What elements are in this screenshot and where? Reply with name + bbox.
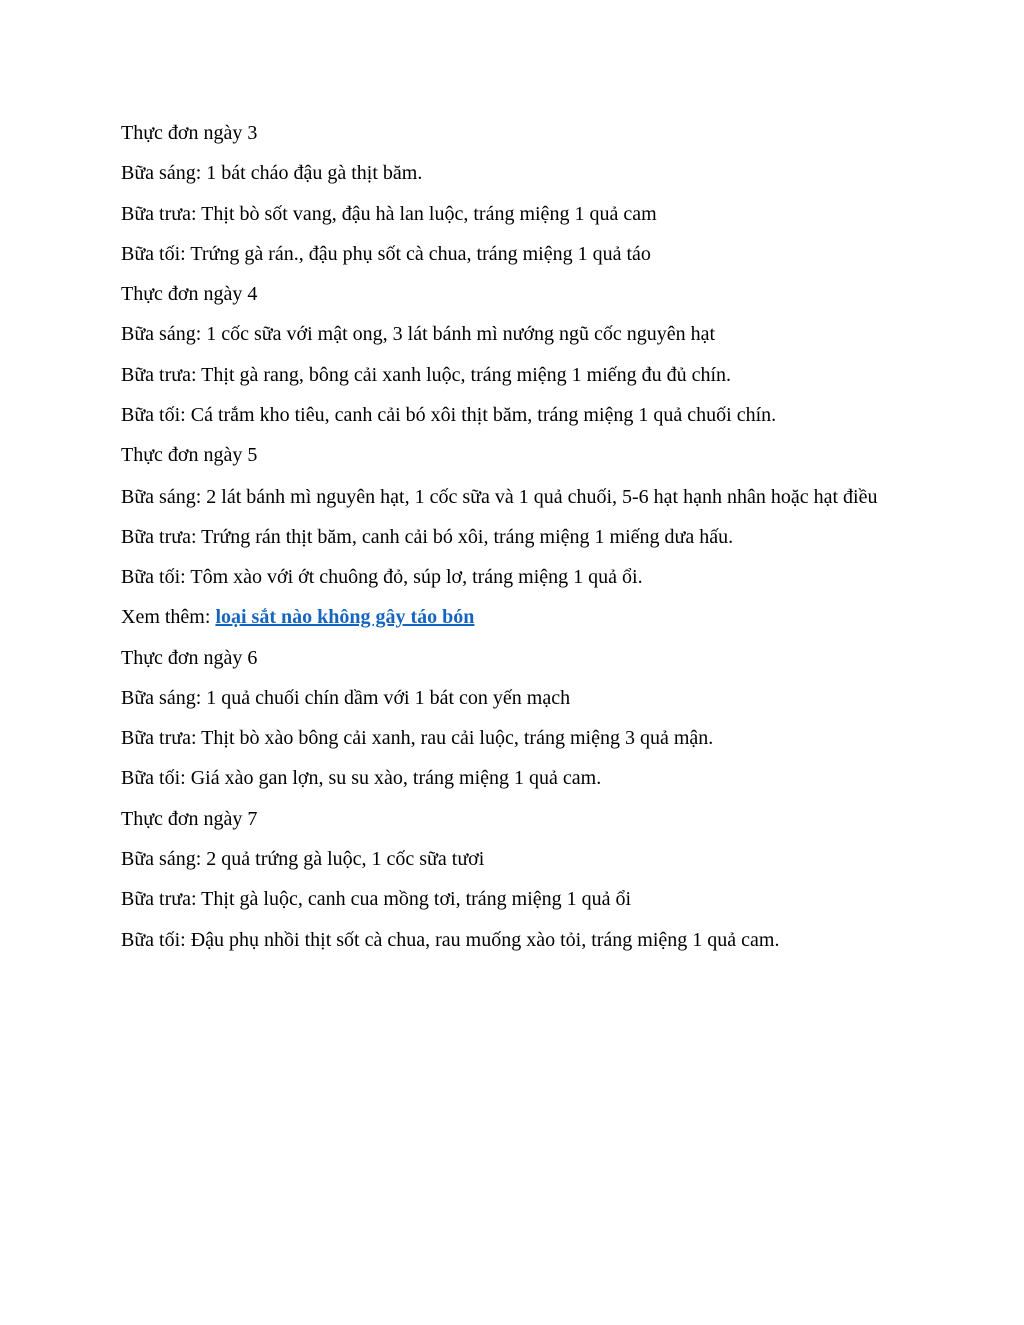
day-7-dinner: Bữa tối: Đậu phụ nhồi thịt sốt cà chua, rau muống xào tỏi, tráng miệng 1 quả cam. — [121, 928, 780, 951]
menu-day-7-heading: Thực đơn ngày 7 — [121, 807, 258, 830]
day-7-breakfast: Bữa sáng: 2 quả trứng gà luộc, 1 cốc sữa tươi — [121, 848, 485, 871]
see-more-label: Xem thêm: — [121, 606, 216, 629]
menu-day-3-heading: Thực đơn ngày 3 — [121, 122, 258, 144]
see-more-link[interactable]: loại sắt nào không gây táo bón — [215, 606, 475, 629]
day-5-lunch: Bữa trưa: Trứng rán thịt băm, canh cải bó xôi, tráng miệng 1 miếng dưa hấu. — [121, 525, 734, 548]
day-6-breakfast: Bữa sáng: 1 quả chuối chín dầm với 1 bát con yến mạch — [121, 686, 571, 709]
day-7-lunch: Bữa trưa: Thịt gà luộc, canh cua mồng tơi, tráng miệng 1 quả ổi — [121, 888, 632, 911]
day-3-breakfast: Bữa sáng: 1 bát cháo đậu gà thịt băm. — [121, 162, 423, 185]
day-3-dinner: Bữa tối: Trứng gà rán., đậu phụ sốt cà chua, tráng miệng 1 quả táo — [121, 242, 651, 265]
menu-day-5-heading: Thực đơn ngày 5 — [121, 444, 258, 467]
day-4-dinner: Bữa tối: Cá trắm kho tiêu, canh cải bó xôi thịt băm, tráng miệng 1 quả chuối chín. — [121, 404, 777, 427]
day-6-dinner: Bữa tối: Giá xào gan lợn, su su xào, tráng miệng 1 quả cam. — [121, 767, 602, 790]
day-5-breakfast: Bữa sáng: 2 lát bánh mì nguyên hạt, 1 cốc sữa và 1 quả chuối, 5-6 hạt hạnh nhân hoặc hạt điều — [121, 485, 878, 508]
document-body — [121, 121, 911, 968]
day-4-breakfast: Bữa sáng: 1 cốc sữa với mật ong, 3 lát bánh mì nướng ngũ cốc nguyên hạt — [121, 323, 716, 346]
see-more-line — [121, 605, 911, 629]
menu-day-6-heading: Thực đơn ngày 6 — [121, 646, 258, 669]
day-6-lunch: Bữa trưa: Thịt bò xào bông cải xanh, rau cải luộc, tráng miệng 3 quả mận. — [121, 727, 714, 750]
day-3-lunch: Bữa trưa: Thịt bò sốt vang, đậu hà lan luộc, tráng miệng 1 quả cam — [121, 202, 657, 225]
day-5-dinner: Bữa tối: Tôm xào với ớt chuông đỏ, súp lơ, tráng miệng 1 quả ổi. — [121, 565, 643, 588]
menu-day-4-heading: Thực đơn ngày 4 — [121, 283, 258, 306]
day-4-lunch: Bữa trưa: Thịt gà rang, bông cải xanh luộc, tráng miệng 1 miếng đu đủ chín. — [121, 363, 732, 386]
